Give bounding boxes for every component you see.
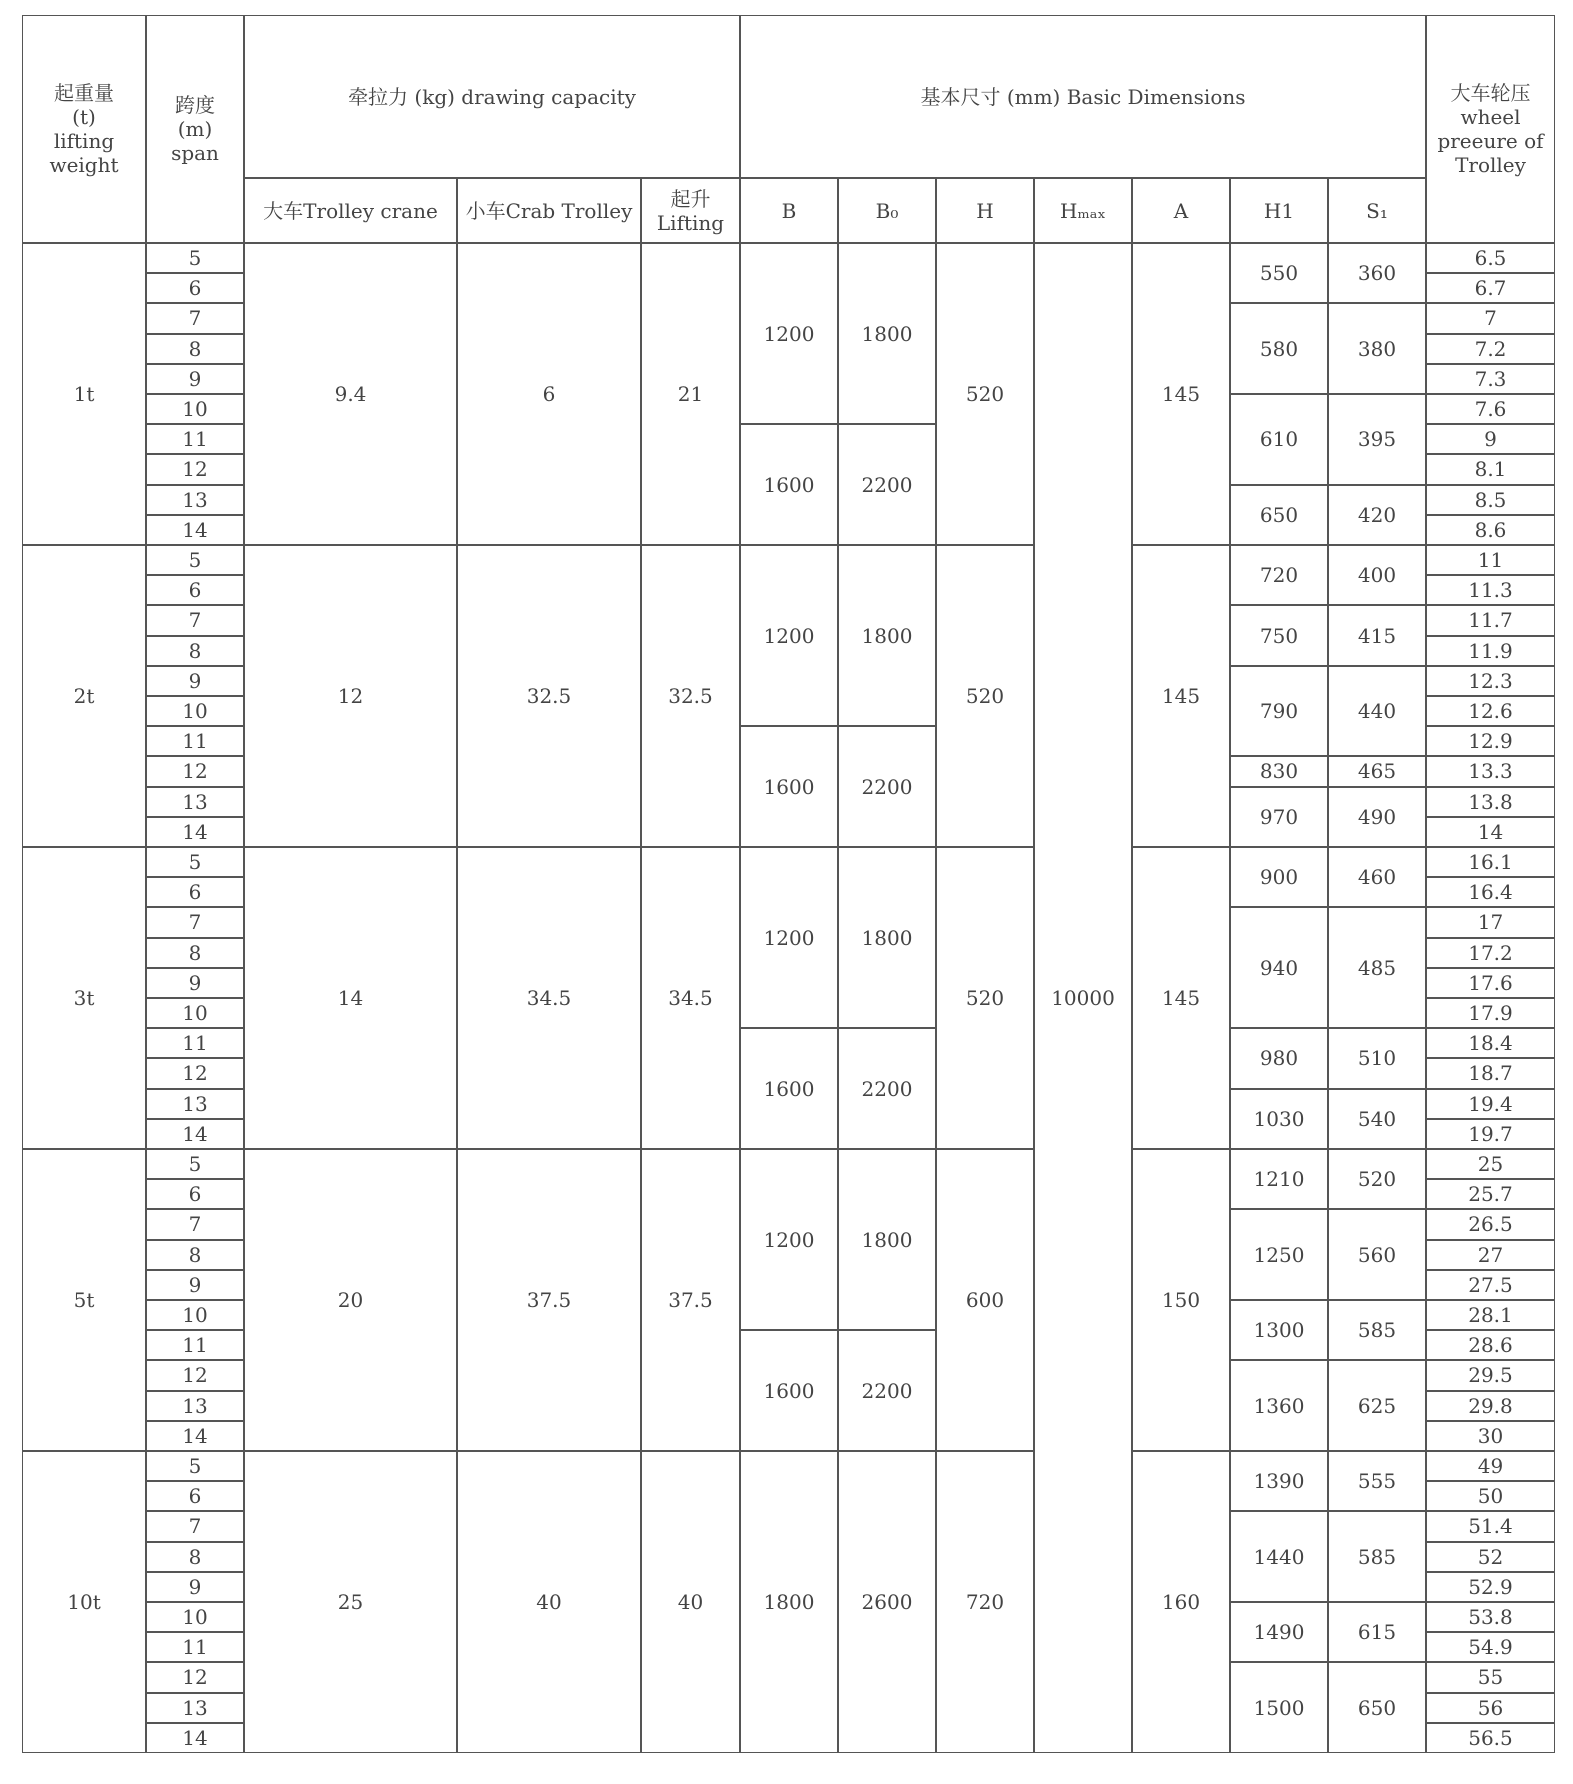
H1-cell: 980 [1230, 1028, 1328, 1088]
span-cell: 8 [146, 636, 244, 666]
wheel-pressure-cell: 7.6 [1426, 394, 1555, 424]
span-cell: 9 [146, 1572, 244, 1602]
wheel-pressure-cell: 28.6 [1426, 1330, 1555, 1360]
S1-cell: 395 [1328, 394, 1426, 485]
wheel-pressure-cell: 13.8 [1426, 787, 1555, 817]
span-cell: 13 [146, 1693, 244, 1723]
H1-cell: 970 [1230, 787, 1328, 847]
span-cell: 10 [146, 1602, 244, 1632]
span-cell: 14 [146, 1421, 244, 1451]
H1-cell: 750 [1230, 605, 1328, 665]
lifting-weight-cell: 10t [22, 1451, 146, 1753]
crab-trolley-cell: 40 [457, 1451, 641, 1753]
H-cell: 600 [936, 1149, 1034, 1451]
H1-cell: 1300 [1230, 1300, 1328, 1360]
span-cell: 10 [146, 1300, 244, 1330]
header-H1: H1 [1230, 178, 1328, 243]
header-B: B [740, 178, 838, 243]
span-cell: 14 [146, 515, 244, 545]
span-cell: 9 [146, 364, 244, 394]
S1-cell: 415 [1328, 605, 1426, 665]
span-cell: 6 [146, 273, 244, 303]
wheel-pressure-cell: 18.7 [1426, 1058, 1555, 1088]
lifting-weight-cell: 2t [22, 545, 146, 847]
H1-cell: 900 [1230, 847, 1328, 907]
wheel-pressure-cell: 6.5 [1426, 243, 1555, 273]
span-cell: 11 [146, 424, 244, 454]
wheel-pressure-cell: 30 [1426, 1421, 1555, 1451]
wheel-pressure-cell: 11.9 [1426, 636, 1555, 666]
B0-cell: 2200 [838, 726, 936, 847]
span-cell: 14 [146, 1723, 244, 1753]
wheel-pressure-cell: 25.7 [1426, 1179, 1555, 1209]
span-cell: 9 [146, 1270, 244, 1300]
B0-cell: 1800 [838, 847, 936, 1028]
wheel-pressure-cell: 29.5 [1426, 1360, 1555, 1390]
A-cell: 160 [1132, 1451, 1230, 1753]
wheel-pressure-cell: 11 [1426, 545, 1555, 575]
wheel-pressure-cell: 19.7 [1426, 1119, 1555, 1149]
wheel-pressure-cell: 8.1 [1426, 454, 1555, 484]
S1-cell: 380 [1328, 303, 1426, 394]
wheel-pressure-cell: 11.3 [1426, 575, 1555, 605]
wheel-pressure-cell: 8.6 [1426, 515, 1555, 545]
S1-cell: 360 [1328, 243, 1426, 303]
header-B0: B₀ [838, 178, 936, 243]
span-cell: 12 [146, 454, 244, 484]
H1-cell: 650 [1230, 485, 1328, 545]
S1-cell: 420 [1328, 485, 1426, 545]
header-H: H [936, 178, 1034, 243]
wheel-pressure-cell: 26.5 [1426, 1209, 1555, 1239]
span-cell: 8 [146, 938, 244, 968]
span-cell: 13 [146, 1089, 244, 1119]
wheel-pressure-cell: 11.7 [1426, 605, 1555, 635]
header-drawing-capacity: 牵拉力 (kg) drawing capacity [244, 15, 740, 178]
span-cell: 11 [146, 1330, 244, 1360]
B-cell: 1600 [740, 1028, 838, 1149]
header-trolley-crane: 大车Trolley crane [244, 178, 457, 243]
S1-cell: 485 [1328, 907, 1426, 1028]
wheel-pressure-cell: 54.9 [1426, 1632, 1555, 1662]
wheel-pressure-cell: 6.7 [1426, 273, 1555, 303]
H1-cell: 720 [1230, 545, 1328, 605]
S1-cell: 555 [1328, 1451, 1426, 1511]
span-cell: 12 [146, 1360, 244, 1390]
S1-cell: 520 [1328, 1149, 1426, 1209]
span-cell: 5 [146, 545, 244, 575]
S1-cell: 440 [1328, 666, 1426, 757]
S1-cell: 585 [1328, 1511, 1426, 1602]
B-cell: 1200 [740, 243, 838, 424]
span-cell: 8 [146, 334, 244, 364]
B0-cell: 2600 [838, 1451, 936, 1753]
wheel-pressure-cell: 7.3 [1426, 364, 1555, 394]
wheel-pressure-cell: 14 [1426, 817, 1555, 847]
lifting-cell: 40 [641, 1451, 740, 1753]
wheel-pressure-cell: 50 [1426, 1481, 1555, 1511]
header-Hmax: Hₘₐₓ [1034, 178, 1132, 243]
span-cell: 10 [146, 998, 244, 1028]
B0-cell: 1800 [838, 1149, 936, 1330]
wheel-pressure-cell: 17 [1426, 907, 1555, 937]
lifting-cell: 32.5 [641, 545, 740, 847]
H-cell: 520 [936, 243, 1034, 545]
trolley-crane-cell: 12 [244, 545, 457, 847]
wheel-pressure-cell: 53.8 [1426, 1602, 1555, 1632]
lifting-weight-cell: 5t [22, 1149, 146, 1451]
H1-cell: 1030 [1230, 1089, 1328, 1149]
B-cell: 1600 [740, 726, 838, 847]
lifting-cell: 37.5 [641, 1149, 740, 1451]
B-cell: 1200 [740, 847, 838, 1028]
wheel-pressure-cell: 12.6 [1426, 696, 1555, 726]
span-cell: 11 [146, 726, 244, 756]
trolley-crane-cell: 20 [244, 1149, 457, 1451]
wheel-pressure-cell: 16.4 [1426, 877, 1555, 907]
Hmax-cell: 10000 [1034, 243, 1132, 1753]
wheel-pressure-cell: 18.4 [1426, 1028, 1555, 1058]
S1-cell: 585 [1328, 1300, 1426, 1360]
S1-cell: 460 [1328, 847, 1426, 907]
span-cell: 5 [146, 243, 244, 273]
wheel-pressure-cell: 9 [1426, 424, 1555, 454]
wheel-pressure-cell: 52.9 [1426, 1572, 1555, 1602]
wheel-pressure-cell: 27 [1426, 1240, 1555, 1270]
wheel-pressure-cell: 55 [1426, 1662, 1555, 1692]
span-cell: 14 [146, 1119, 244, 1149]
H1-cell: 1390 [1230, 1451, 1328, 1511]
A-cell: 145 [1132, 847, 1230, 1149]
S1-cell: 625 [1328, 1360, 1426, 1451]
span-cell: 5 [146, 1451, 244, 1481]
S1-cell: 465 [1328, 756, 1426, 786]
wheel-pressure-cell: 17.6 [1426, 968, 1555, 998]
span-cell: 12 [146, 1058, 244, 1088]
H1-cell: 940 [1230, 907, 1328, 1028]
span-cell: 7 [146, 303, 244, 333]
wheel-pressure-cell: 13.3 [1426, 756, 1555, 786]
span-cell: 8 [146, 1542, 244, 1572]
crab-trolley-cell: 32.5 [457, 545, 641, 847]
B0-cell: 2200 [838, 424, 936, 545]
H1-cell: 580 [1230, 303, 1328, 394]
lifting-cell: 21 [641, 243, 740, 545]
B-cell: 1600 [740, 424, 838, 545]
span-cell: 7 [146, 1511, 244, 1541]
H1-cell: 790 [1230, 666, 1328, 757]
H1-cell: 1360 [1230, 1360, 1328, 1451]
A-cell: 145 [1132, 243, 1230, 545]
H1-cell: 610 [1230, 394, 1328, 485]
lifting-weight-cell: 3t [22, 847, 146, 1149]
span-cell: 5 [146, 847, 244, 877]
span-cell: 13 [146, 1391, 244, 1421]
trolley-crane-cell: 9.4 [244, 243, 457, 545]
wheel-pressure-cell: 8.5 [1426, 485, 1555, 515]
trolley-crane-cell: 14 [244, 847, 457, 1149]
wheel-pressure-cell: 19.4 [1426, 1089, 1555, 1119]
S1-cell: 615 [1328, 1602, 1426, 1662]
B0-cell: 2200 [838, 1330, 936, 1451]
A-cell: 145 [1132, 545, 1230, 847]
H-cell: 520 [936, 847, 1034, 1149]
span-cell: 13 [146, 787, 244, 817]
H1-cell: 550 [1230, 243, 1328, 303]
B0-cell: 2200 [838, 1028, 936, 1149]
wheel-pressure-cell: 12.3 [1426, 666, 1555, 696]
B-cell: 1600 [740, 1330, 838, 1451]
span-cell: 10 [146, 696, 244, 726]
header-S1: S₁ [1328, 178, 1426, 243]
span-cell: 8 [146, 1240, 244, 1270]
wheel-pressure-cell: 17.9 [1426, 998, 1555, 1028]
span-cell: 6 [146, 1481, 244, 1511]
span-cell: 11 [146, 1632, 244, 1662]
B-cell: 1200 [740, 545, 838, 726]
H1-cell: 1500 [1230, 1662, 1328, 1753]
S1-cell: 490 [1328, 787, 1426, 847]
S1-cell: 540 [1328, 1089, 1426, 1149]
span-cell: 6 [146, 1179, 244, 1209]
span-cell: 7 [146, 907, 244, 937]
wheel-pressure-cell: 16.1 [1426, 847, 1555, 877]
wheel-pressure-cell: 56 [1426, 1693, 1555, 1723]
span-cell: 13 [146, 485, 244, 515]
span-cell: 9 [146, 968, 244, 998]
wheel-pressure-cell: 51.4 [1426, 1511, 1555, 1541]
S1-cell: 510 [1328, 1028, 1426, 1088]
wheel-pressure-cell: 7.2 [1426, 334, 1555, 364]
B-cell: 1200 [740, 1149, 838, 1330]
lifting-weight-cell: 1t [22, 243, 146, 545]
wheel-pressure-cell: 17.2 [1426, 938, 1555, 968]
S1-cell: 400 [1328, 545, 1426, 605]
span-cell: 14 [146, 817, 244, 847]
H1-cell: 1440 [1230, 1511, 1328, 1602]
wheel-pressure-cell: 7 [1426, 303, 1555, 333]
span-cell: 9 [146, 666, 244, 696]
header-lifting-weight: 起重量 (t) lifting weight [22, 15, 146, 243]
header-A: A [1132, 178, 1230, 243]
crab-trolley-cell: 6 [457, 243, 641, 545]
wheel-pressure-cell: 56.5 [1426, 1723, 1555, 1753]
H1-cell: 1490 [1230, 1602, 1328, 1662]
span-cell: 10 [146, 394, 244, 424]
B0-cell: 1800 [838, 243, 936, 424]
wheel-pressure-cell: 27.5 [1426, 1270, 1555, 1300]
header-wheel-pressure: 大车轮压 wheel preeure of Trolley [1426, 15, 1555, 243]
span-cell: 5 [146, 1149, 244, 1179]
span-cell: 6 [146, 575, 244, 605]
crab-trolley-cell: 37.5 [457, 1149, 641, 1451]
H-cell: 720 [936, 1451, 1034, 1753]
header-lifting: 起升 Lifting [641, 178, 740, 243]
S1-cell: 560 [1328, 1209, 1426, 1300]
header-basic-dimensions: 基本尺寸 (mm) Basic Dimensions [740, 15, 1426, 178]
A-cell: 150 [1132, 1149, 1230, 1451]
lifting-cell: 34.5 [641, 847, 740, 1149]
header-span: 跨度 (m) span [146, 15, 244, 243]
wheel-pressure-cell: 12.9 [1426, 726, 1555, 756]
span-cell: 6 [146, 877, 244, 907]
trolley-crane-cell: 25 [244, 1451, 457, 1753]
B-cell: 1800 [740, 1451, 838, 1753]
span-cell: 12 [146, 756, 244, 786]
wheel-pressure-cell: 25 [1426, 1149, 1555, 1179]
span-cell: 7 [146, 605, 244, 635]
span-cell: 12 [146, 1662, 244, 1692]
span-cell: 7 [146, 1209, 244, 1239]
wheel-pressure-cell: 28.1 [1426, 1300, 1555, 1330]
H-cell: 520 [936, 545, 1034, 847]
H1-cell: 1210 [1230, 1149, 1328, 1209]
header-crab-trolley: 小车Crab Trolley [457, 178, 641, 243]
crab-trolley-cell: 34.5 [457, 847, 641, 1149]
span-cell: 11 [146, 1028, 244, 1058]
B0-cell: 1800 [838, 545, 936, 726]
wheel-pressure-cell: 49 [1426, 1451, 1555, 1481]
wheel-pressure-cell: 29.8 [1426, 1391, 1555, 1421]
S1-cell: 650 [1328, 1662, 1426, 1753]
H1-cell: 830 [1230, 756, 1328, 786]
H1-cell: 1250 [1230, 1209, 1328, 1300]
wheel-pressure-cell: 52 [1426, 1542, 1555, 1572]
